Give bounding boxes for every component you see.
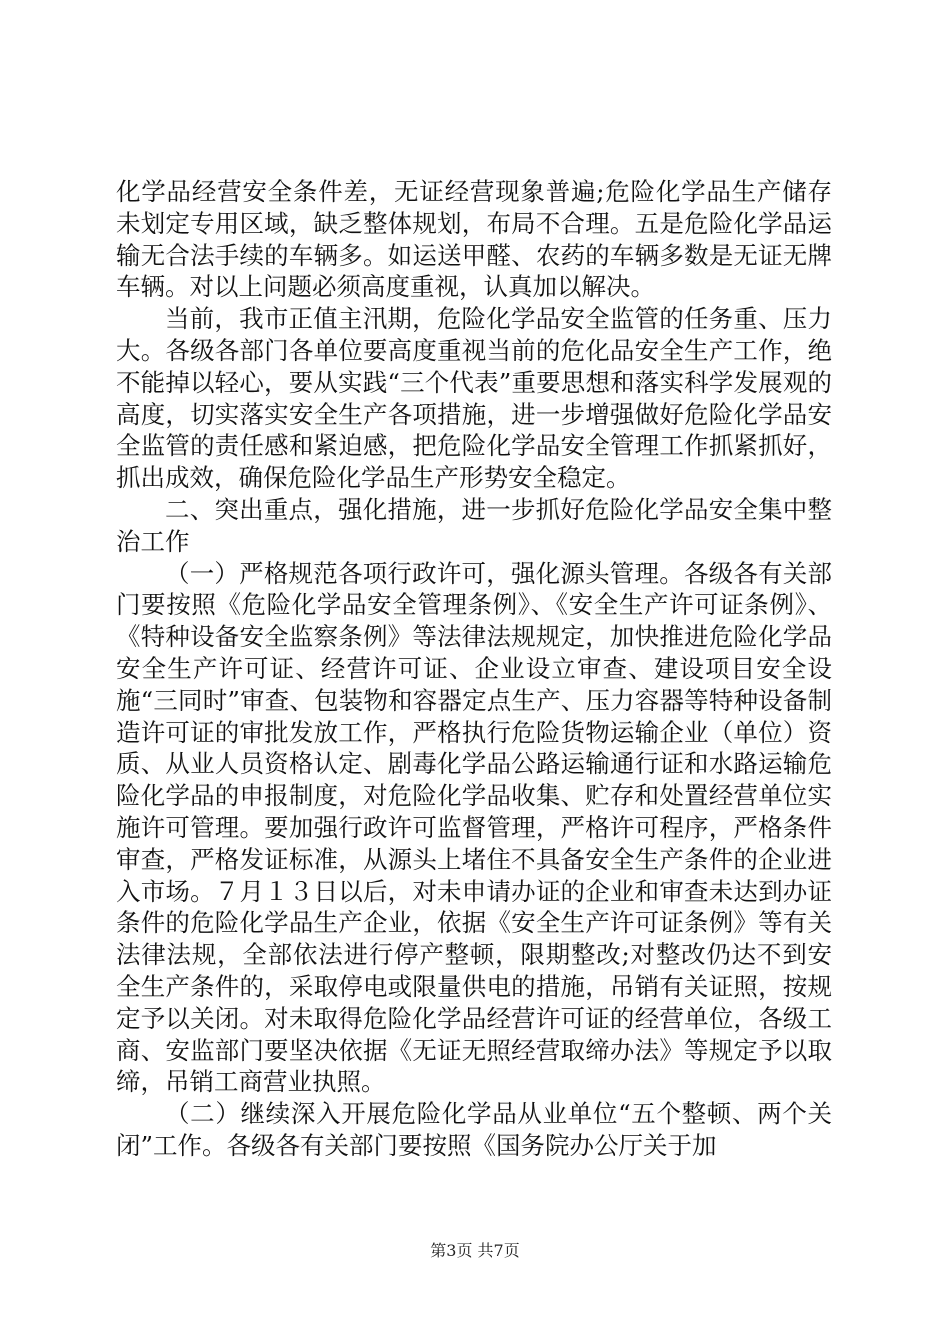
document-body [116, 176, 832, 1162]
paragraph-flood-season: 当前，我市正值主汛期，危险化学品安全监管的任务重、压力大。各级各部门各单位要高度重视当前的危化品安全生产工作，绝不能掉以轻心，要从实践“三个代表”重要思想和落实科学发展观的高度，切实落实安全生产各项措施，进一步增强做好危险化学品安全监管的责任感和紧迫感，把危险化学品安全管理工作抓紧抓好，抓出成效，确保危险化学品生产形势安全稳定。 [116, 304, 832, 493]
paragraph-licensing: （一）严格规范各项行政许可，强化源头管理。各级各有关部门要按照《危险化学品安全管理条例》、《安全生产许可证条例》、《特种设备安全监察条例》等法律法规规定，加快推进危险化学品安全生产许可证、经营许可证、企业设立审查、建设项目安全设施“三同时”审查、包装物和容器定点生产、压力容器等特种设备制造许可证的审批发放工作，严格执行危险货物运输企业（单位）资质、从业人员资格认定、剧毒化学品公路运输通行证和水路运输危险化学品的申报制度，对危险化学品收集、贮存和处置经营单位实施许可管理。要加强行政许可监督管理，严格许可程序，严格条件审查，严格发证标准，从源头上堵住不具备安全生产条件的企业进入市场。７月１３日以后，对未申请办证的企业和审查未达到办证条件的危险化学品生产企业，依据《安全生产许可证条例》等有关法律法规，全部依法进行停产整顿，限期整改;对整改仍达不到安全生产条件的，采取停电或限量供电的措施，吊销有关证照，按规定予以关闭。对未取得危险化学品经营许可证的经营单位，各级工商、安监部门要坚决依据《无证无照经营取缔办法》等规定予以取缔，吊销工商营业执照。 [116, 558, 832, 1097]
paragraph-rectification: （二）继续深入开展危险化学品从业单位“五个整顿、两个关闭”工作。各级各有关部门要按照《国务院办公厅关于加 [116, 1099, 832, 1160]
page-number-footer: 第3页 共7页 [430, 1241, 520, 1260]
paragraph-continuation: 化学品经营安全条件差，无证经营现象普遍;危险化学品生产储存未划定专用区域，缺乏整体规划，布局不合理。五是危险化学品运输无合法手续的车辆多。如运送甲醛、农药的车辆多数是无证无牌车辆。对以上问题必须高度重视，认真加以解决。 [116, 177, 832, 302]
section-heading-two: 二、突出重点，强化措施，进一步抓好危险化学品安全集中整治工作 [116, 494, 832, 556]
